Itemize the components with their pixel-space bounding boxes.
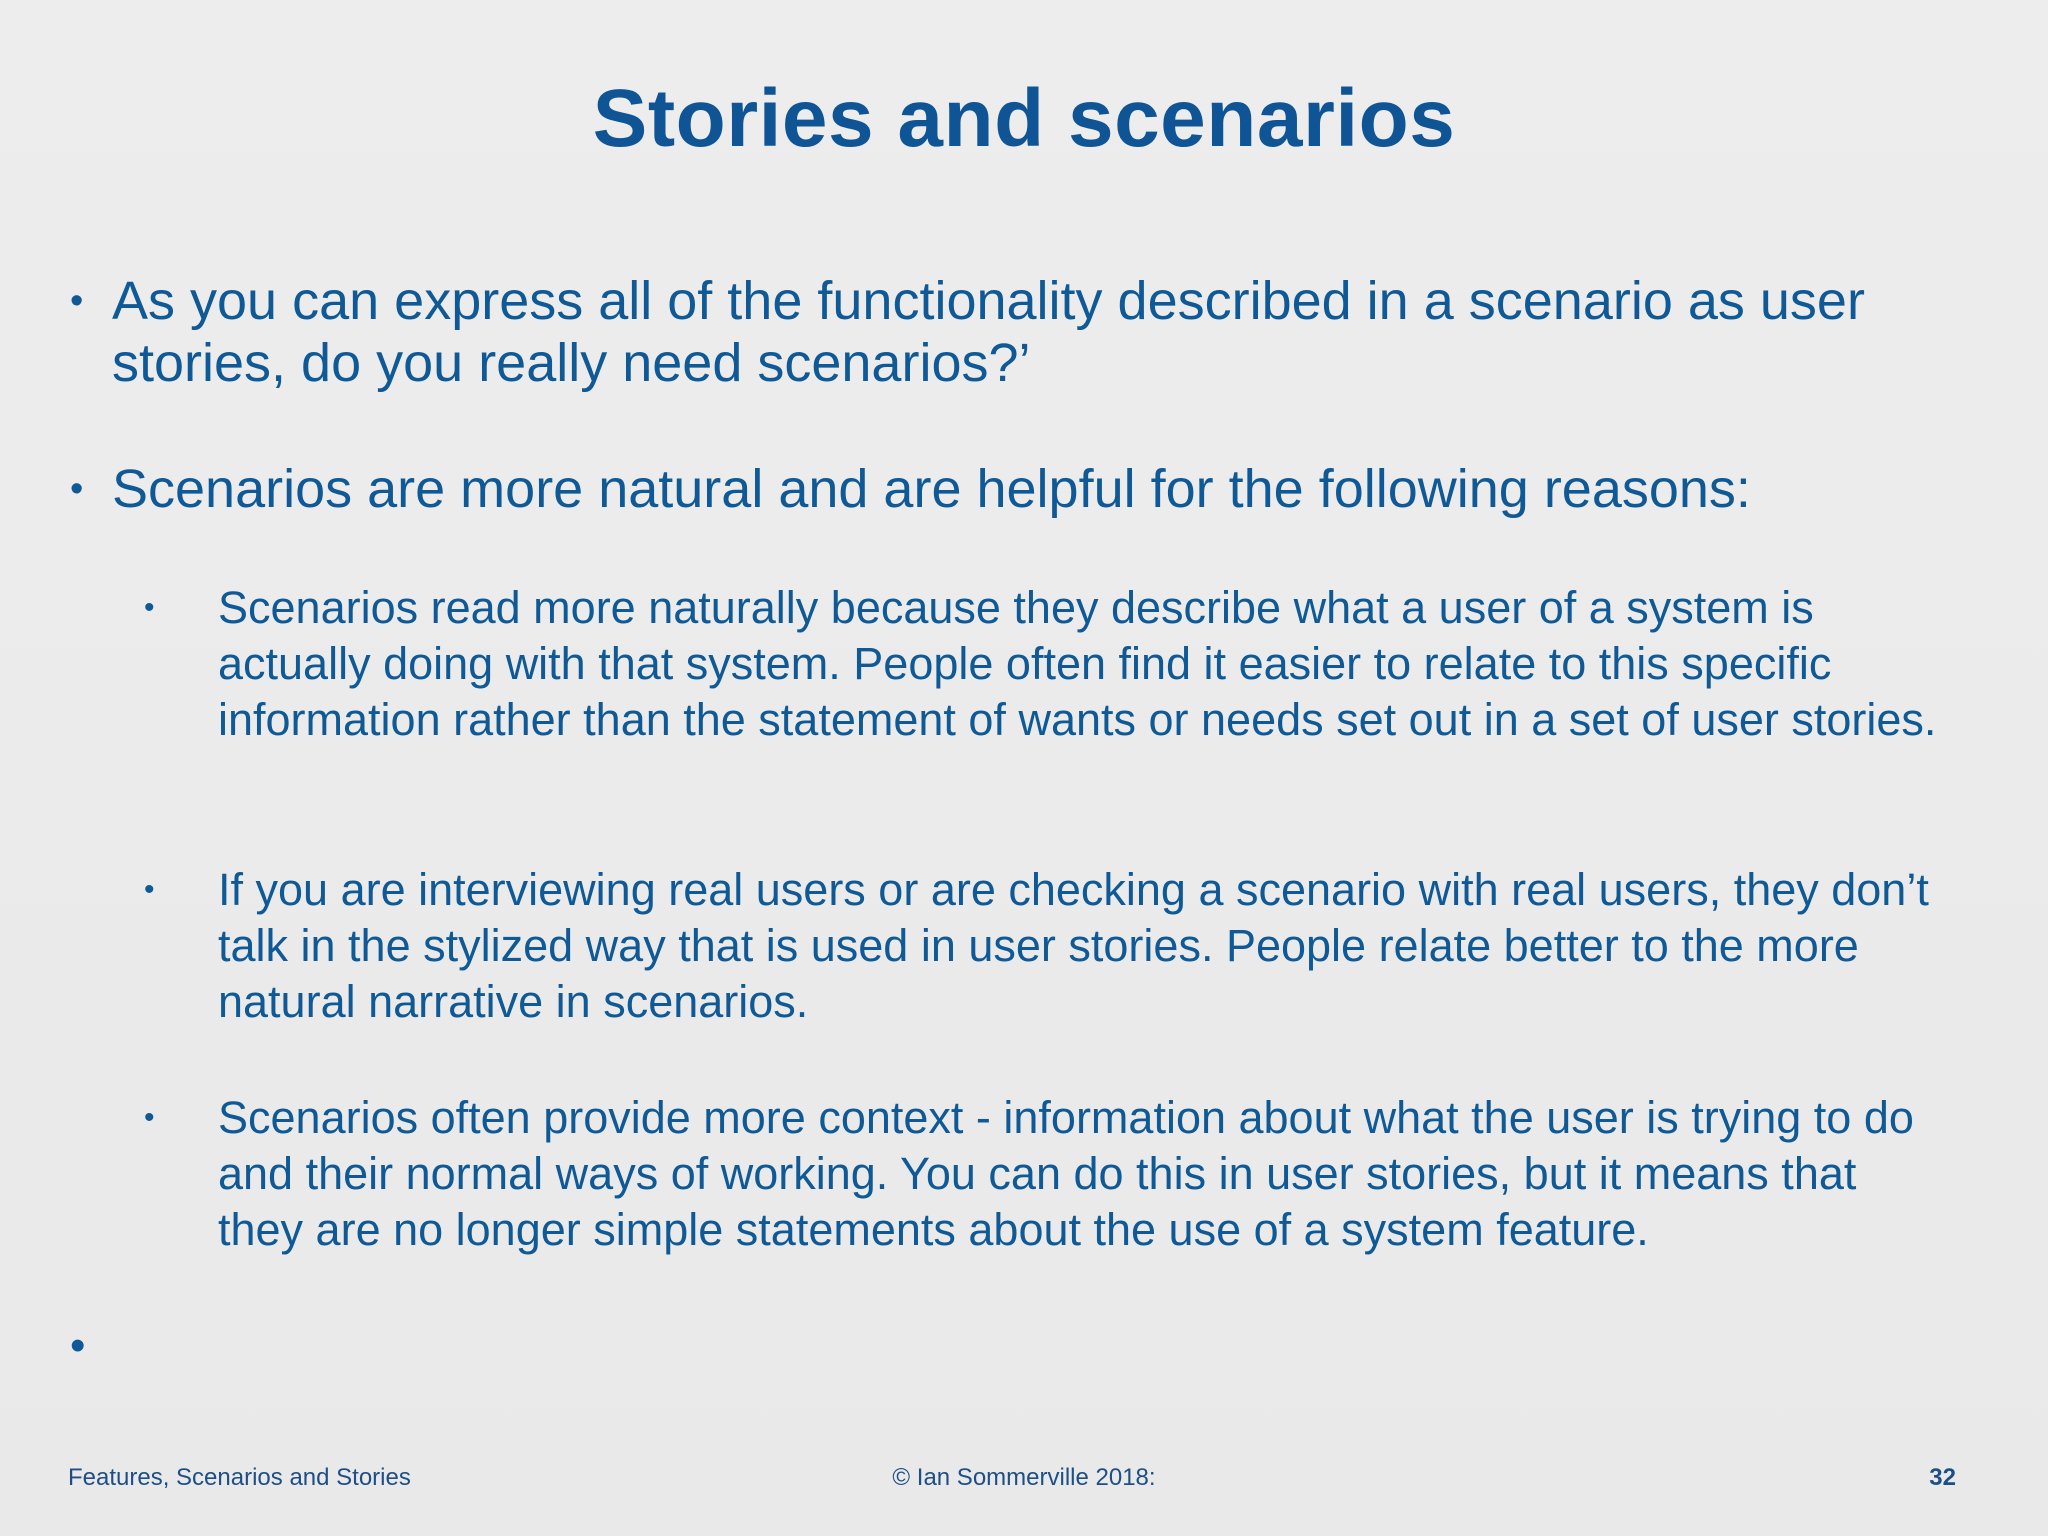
- sub-bullet-marker: •: [144, 873, 155, 906]
- bullet-marker: •: [70, 280, 84, 322]
- footer-copyright: © Ian Sommerville 2018:: [892, 1464, 1156, 1491]
- sub-bullet-text: Scenarios often provide more context - information about what the user is trying to do and their normal ways of working. You can do this in user stories, but it means that they are no longer simple statements about the use of a system feature.: [218, 1092, 1914, 1255]
- sub-bullet-marker: •: [144, 591, 155, 624]
- bullet-marker: •: [70, 468, 84, 510]
- bullet-text: Scenarios are more natural and are helpful for the following reasons:: [112, 459, 1751, 519]
- footer-page-number: 32: [1929, 1464, 1956, 1491]
- slide-title: Stories and scenarios: [592, 73, 1456, 164]
- sub-bullet-marker: •: [144, 1101, 155, 1134]
- sub-bullet-text: If you are interviewing real users or are checking a scenario with real users, they don’t talk in the stylized way that is used in user stories. People relate better to the more natural narrative in scenarios.: [218, 864, 1929, 1027]
- bullet-text: As you can express all of the functionality described in a scenario as user stories, do you really need scenarios?’: [112, 271, 1865, 393]
- sub-bullet-text: Scenarios read more naturally because they describe what a user of a system is actually doing with that system. People often find it easier to relate to this specific information rather than the statement of wants or needs set out in a set of user stories.: [218, 582, 1937, 745]
- empty-bullet-marker: •: [70, 1321, 86, 1370]
- footer-deck-title: Features, Scenarios and Stories: [68, 1464, 411, 1491]
